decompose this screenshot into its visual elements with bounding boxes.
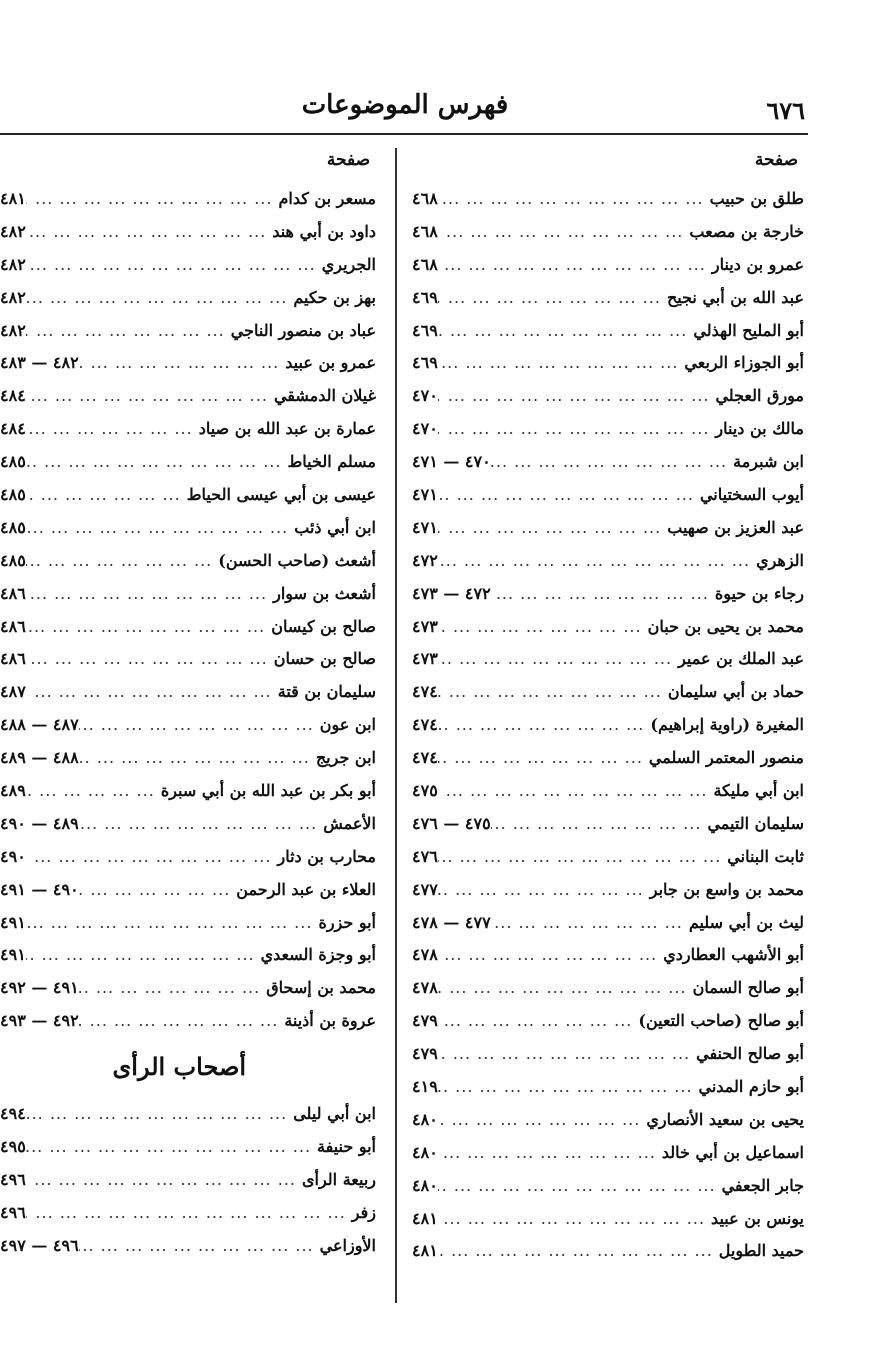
entry-page: ٤٦٨ <box>412 254 438 274</box>
index-entry <box>0 412 376 445</box>
entry-name: أشعث (صاحب الحسن) <box>218 550 376 570</box>
entry-page: ٤٩٦ — ٤٩٧ <box>0 1235 79 1255</box>
entry-page: ٤٨٢ <box>0 221 26 241</box>
index-entry <box>412 774 804 807</box>
index-entry <box>412 346 804 379</box>
entry-name: داود بن أبي هند <box>272 221 376 241</box>
dot-leader <box>438 485 700 504</box>
entry-page: ٤٦٨ <box>412 221 438 241</box>
entry-page: ٤٨٤ <box>0 419 26 439</box>
dot-leader <box>438 649 678 668</box>
entry-page: ٤٨٧ <box>0 682 26 702</box>
dot-leader <box>79 978 267 997</box>
index-entry <box>412 314 804 347</box>
dot-leader <box>438 978 693 997</box>
dot-leader <box>26 1170 302 1189</box>
entry-page: ٤٨٢ — ٤٨٣ <box>0 353 79 373</box>
entry-name: حماد بن أبي سليمان <box>667 682 804 702</box>
entry-page: ٤٨٤ <box>0 386 26 406</box>
entry-name: سليمان التيمي <box>707 813 804 833</box>
entry-name: عبد الله بن أبي نجيح <box>666 287 804 307</box>
entry-name: أشعث بن سوار <box>273 583 376 603</box>
entry-page: ٤٨٦ <box>0 583 26 603</box>
dot-leader <box>438 781 714 800</box>
dot-leader <box>26 189 279 208</box>
dot-leader <box>26 386 274 405</box>
entry-page: ٤٨٦ <box>0 616 26 636</box>
index-entry <box>0 215 376 248</box>
dot-leader <box>26 847 278 866</box>
entry-name: بهز بن حكيم <box>293 287 376 307</box>
entry-name: منصور المعتمر السلمي <box>648 748 804 768</box>
entry-page: ٤٧٣ <box>412 616 438 636</box>
index-entry <box>412 215 804 248</box>
page-column-heading: صفحة <box>754 150 798 170</box>
right-column <box>412 150 804 1267</box>
index-entry <box>0 906 376 939</box>
entry-page: ٤٦٩ <box>412 353 438 373</box>
index-entry <box>0 774 376 807</box>
entry-name: محارب بن دثار <box>277 846 376 866</box>
entry-page: ٤٩١ <box>0 912 26 932</box>
entry-name: الأوزاعي <box>319 1235 376 1255</box>
entry-name: المغيرة (راوية إبراهيم) <box>650 715 804 735</box>
entry-page: ٤٨٨ — ٤٨٩ <box>0 748 79 768</box>
entry-name: محمد بن واسع بن جابر <box>649 879 804 899</box>
dot-leader <box>491 913 689 932</box>
entry-name: اسماعيل بن أبي خالد <box>661 1142 804 1162</box>
entry-name: ابن عون <box>319 715 376 735</box>
entry-name: عبد الملك بن عمير <box>678 649 804 669</box>
entry-page: ٤٩١ — ٤٩٢ <box>0 978 79 998</box>
index-entry <box>0 182 376 215</box>
index-entry <box>0 873 376 906</box>
index-entry <box>412 675 804 708</box>
entry-page: ٤٧٠ <box>412 419 438 439</box>
page-number: ٦٧٦ <box>766 96 805 125</box>
entry-page: ٤٧٣ <box>412 649 438 669</box>
dot-leader <box>438 1176 722 1195</box>
entry-name: جابر الجعفي <box>721 1175 804 1195</box>
dot-leader <box>438 880 650 899</box>
index-entry <box>412 379 804 412</box>
entry-name: محمد بن إسحاق <box>266 978 376 998</box>
entry-page: ٤٧٠ <box>412 386 438 406</box>
index-entry <box>0 938 376 971</box>
entry-name: رجاء بن حيوة <box>714 583 804 603</box>
entry-name: غيلان الدمشقي <box>273 386 376 406</box>
dot-leader <box>438 1209 711 1228</box>
entry-page: ٤٨٧ — ٤٨٨ <box>0 715 79 735</box>
entry-name: ثابت البناني <box>727 846 804 866</box>
index-entry <box>0 379 376 412</box>
entry-name: أبو صالح (صاحب التعين) <box>638 1011 804 1031</box>
dot-leader <box>26 945 261 964</box>
entry-page: ٤٨١ <box>412 1241 438 1261</box>
dot-leader <box>26 485 187 504</box>
dot-leader <box>438 682 668 701</box>
entry-page: ٤٧٩ <box>412 1044 438 1064</box>
entry-page: ٤٨٢ <box>0 287 26 307</box>
entry-name: أبو حزرة <box>318 912 376 932</box>
dot-leader <box>438 1077 699 1096</box>
entry-page: ٤٩٦ <box>0 1202 26 1222</box>
dot-leader <box>491 814 708 833</box>
index-entry <box>412 248 804 281</box>
entry-page: ٤٨٩ — ٤٩٠ <box>0 813 79 833</box>
dot-leader <box>438 847 728 866</box>
entry-name: سليمان بن قتة <box>277 682 376 702</box>
dot-leader <box>438 1143 662 1162</box>
index-entry <box>0 577 376 610</box>
dot-leader <box>438 945 663 964</box>
entry-name: أيوب السختياني <box>699 484 804 504</box>
dot-leader <box>438 1110 647 1129</box>
column-divider <box>395 148 397 1303</box>
entry-name: عيسى بن أبي عيسى الحياط <box>186 484 376 504</box>
entry-page: ٤٩١ <box>0 945 26 965</box>
entry-name: ابن شبرمة <box>733 452 804 472</box>
entry-page: ٤٨٥ <box>0 484 26 504</box>
entry-name: زفر <box>351 1202 376 1222</box>
index-entry <box>0 610 376 643</box>
entry-page: ٤٧٤ <box>412 748 438 768</box>
index-entry <box>0 314 376 347</box>
dot-leader <box>438 518 667 537</box>
entry-name: عمرو بن عبيد <box>285 353 376 373</box>
entry-page: ٤٧٧ <box>412 879 438 899</box>
index-list <box>0 182 376 1037</box>
entry-page: ٤٨٠ <box>412 1142 438 1162</box>
index-entry <box>0 248 376 281</box>
index-entry <box>0 511 376 544</box>
index-entry <box>412 281 804 314</box>
index-entry <box>412 610 804 643</box>
entry-name: أبو صالح الحنفي <box>696 1044 804 1064</box>
entry-name: أبو حنيفة <box>317 1136 376 1156</box>
entry-name: عبد العزيز بن صهيب <box>667 517 804 537</box>
index-entry <box>0 642 376 675</box>
dot-leader <box>438 353 685 372</box>
index-entry <box>412 741 804 774</box>
dot-leader <box>26 288 294 307</box>
index-entry <box>412 1070 804 1103</box>
page-column-heading: صفحة <box>326 150 370 170</box>
index-entry <box>0 1130 376 1163</box>
index-entry <box>412 412 804 445</box>
index-entry <box>0 840 376 873</box>
entry-page: ٤٧٥ — ٤٧٦ <box>412 813 491 833</box>
section-heading: أصحاب الرأى <box>112 1052 246 1082</box>
entry-name: أبو الجوزاء الربعي <box>684 353 804 373</box>
entry-name: ابن أبي مليكة <box>713 780 804 800</box>
entry-page: ٤٩٠ — ٤٩١ <box>0 879 79 899</box>
index-entry <box>412 511 804 544</box>
dot-leader <box>438 1241 719 1260</box>
dot-leader <box>438 321 694 340</box>
entry-page: ٤٩٦ <box>0 1169 26 1189</box>
page-title: فهرس الموضوعات <box>301 90 509 120</box>
entry-name: العلاء بن عبد الرحمن <box>236 879 376 899</box>
entry-page: ٤٧٢ <box>412 550 438 570</box>
dot-leader <box>438 189 710 208</box>
entry-name: عباد بن منصور الناجي <box>230 320 376 340</box>
dot-leader <box>26 649 274 668</box>
entry-name: مالك بن دينار <box>715 419 804 439</box>
entry-name: ليث بن أبي سليم <box>688 912 804 932</box>
header-rule <box>0 133 808 135</box>
entry-name: صالح بن كيسان <box>271 616 376 636</box>
entry-page: ٤٨١ <box>0 188 26 208</box>
entry-name: أبو بكر بن عبد الله بن أبي سبرة <box>160 780 376 800</box>
entry-page: ٤٧٢ — ٤٧٣ <box>412 583 491 603</box>
entry-name: خارجة بن مصعب <box>689 221 804 241</box>
dot-leader <box>438 617 648 636</box>
index-entry <box>412 577 804 610</box>
entry-page: ٤٨٥ <box>0 550 26 570</box>
entry-page: ٤٨٠ <box>412 1109 438 1129</box>
entry-page: ٤٧٦ <box>412 846 438 866</box>
entry-page: ٤٨١ <box>412 1208 438 1228</box>
dot-leader <box>26 419 199 438</box>
dot-leader <box>26 222 273 241</box>
index-entry <box>0 807 376 840</box>
entry-page: ٤٩٥ <box>0 1136 26 1156</box>
index-entry <box>0 1004 376 1037</box>
entry-name: ابن جريج <box>315 748 376 768</box>
index-entry <box>412 906 804 939</box>
dot-leader <box>491 584 715 603</box>
index-entry <box>412 544 804 577</box>
entry-name: أبو حازم المدني <box>698 1076 804 1096</box>
dot-leader <box>26 321 231 340</box>
dot-leader <box>438 748 649 767</box>
dot-leader <box>491 452 733 471</box>
entry-page: ٤١٩ <box>412 1076 438 1096</box>
index-entry <box>0 971 376 1004</box>
index-entry <box>0 281 376 314</box>
dot-leader <box>79 1011 285 1030</box>
dot-leader <box>438 255 712 274</box>
index-entry <box>0 478 376 511</box>
entry-page: ٤٨٥ <box>0 517 26 537</box>
entry-name: ابن أبي ليلى <box>293 1104 376 1124</box>
index-entry <box>0 346 376 379</box>
index-entry <box>0 708 376 741</box>
entry-page: ٤٦٩ <box>412 287 438 307</box>
entry-page: ٤٦٨ <box>412 188 438 208</box>
dot-leader <box>438 551 756 570</box>
index-entry <box>412 182 804 215</box>
dot-leader <box>26 682 278 701</box>
entry-name: عروة بن أذينة <box>284 1011 376 1031</box>
entry-page: ٤٧٤ <box>412 715 438 735</box>
index-entry <box>0 1097 376 1130</box>
dot-leader <box>438 386 716 405</box>
dot-leader <box>79 814 324 833</box>
entry-name: حميد الطويل <box>718 1241 804 1261</box>
index-entry <box>412 938 804 971</box>
entry-name: الأعمش <box>323 813 376 833</box>
entry-name: محمد بن يحيى بن حبان <box>647 616 804 636</box>
dot-leader <box>26 1203 352 1222</box>
entry-page: ٤٧٥ <box>412 780 438 800</box>
index-entry <box>412 1004 804 1037</box>
entry-page: ٤٦٩ <box>412 320 438 340</box>
entry-name: يونس بن عبيد <box>711 1208 804 1228</box>
entry-name: صالح بن حسان <box>273 649 376 669</box>
dot-leader <box>438 1044 696 1063</box>
index-entry <box>0 1196 376 1229</box>
dot-leader <box>79 715 320 734</box>
entry-page: ٤٧٩ <box>412 1011 438 1031</box>
index-entry <box>412 840 804 873</box>
entry-page: ٤٨٠ <box>412 1175 438 1195</box>
entry-name: أبو صالح السمان <box>692 978 804 998</box>
entry-name: مسعر بن كدام <box>278 188 376 208</box>
entry-page: ٤٧١ <box>412 517 438 537</box>
index-entry <box>412 873 804 906</box>
dot-leader <box>438 222 690 241</box>
entry-page: ٤٧٨ <box>412 945 438 965</box>
index-entry <box>412 445 804 478</box>
entry-page: ٤٨٥ <box>0 452 26 472</box>
entry-page: ٤٧٤ <box>412 682 438 702</box>
dot-leader <box>26 1137 317 1156</box>
index-entry <box>0 544 376 577</box>
index-entry <box>0 445 376 478</box>
entry-name: الجريري <box>321 254 376 274</box>
dot-leader <box>438 1011 639 1030</box>
entry-page: ٤٨٢ <box>0 320 26 340</box>
index-entry <box>0 675 376 708</box>
entry-page: ٤٨٢ <box>0 254 26 274</box>
entry-name: أبو وجزة السعدي <box>260 945 376 965</box>
entry-name: مسلم الخياط <box>287 452 376 472</box>
entry-name: ابن أبي ذئب <box>294 517 376 537</box>
index-entry <box>412 642 804 675</box>
dot-leader <box>26 1104 293 1123</box>
dot-leader <box>26 584 273 603</box>
entry-page: ٤٧٠ — ٤٧١ <box>412 452 491 472</box>
index-entry <box>412 1235 804 1268</box>
index-entry <box>412 807 804 840</box>
dot-leader <box>26 255 322 274</box>
entry-name: الزهري <box>756 550 804 570</box>
dot-leader <box>438 419 716 438</box>
index-entry <box>0 1229 376 1262</box>
index-entry <box>412 1169 804 1202</box>
index-list <box>412 182 804 1267</box>
dot-leader <box>79 353 286 372</box>
dot-leader <box>26 518 294 537</box>
entry-name: أبو المليح الهذلي <box>693 320 804 340</box>
dot-leader <box>26 617 271 636</box>
index-entry <box>412 1202 804 1235</box>
dot-leader <box>26 913 319 932</box>
dot-leader <box>26 452 288 471</box>
index-entry <box>412 1103 804 1136</box>
dot-leader <box>79 880 237 899</box>
dot-leader <box>438 715 651 734</box>
entry-page: ٤٩٠ <box>0 846 26 866</box>
left-column <box>0 150 376 1262</box>
dot-leader <box>79 1236 320 1255</box>
index-entry <box>412 1136 804 1169</box>
dot-leader <box>438 288 667 307</box>
entry-page: ٤٧٧ — ٤٧٨ <box>412 912 491 932</box>
entry-page: ٤٩٢ — ٤٩٣ <box>0 1011 79 1031</box>
entry-name: يحيى بن سعيد الأنصاري <box>646 1109 804 1129</box>
entry-page: ٤٩٤ <box>0 1104 26 1124</box>
entry-name: مورق العجلي <box>715 386 804 406</box>
index-entry <box>0 741 376 774</box>
entry-name: عمرو بن دينار <box>711 254 804 274</box>
index-entry <box>412 478 804 511</box>
index-list <box>0 1097 376 1261</box>
index-entry <box>412 971 804 1004</box>
index-entry <box>412 1037 804 1070</box>
dot-leader <box>26 781 161 800</box>
entry-page: ٤٧٨ <box>412 978 438 998</box>
index-entry <box>0 1163 376 1196</box>
entry-page: ٤٨٦ <box>0 649 26 669</box>
entry-name: أبو الأشهب العطاردي <box>663 945 804 965</box>
entry-page: ٤٧١ <box>412 484 438 504</box>
index-entry <box>412 708 804 741</box>
entry-name: طلق بن حبيب <box>709 188 804 208</box>
entry-page: ٤٨٩ <box>0 780 26 800</box>
dot-leader <box>79 748 316 767</box>
dot-leader <box>26 551 218 570</box>
entry-name: عمارة بن عبد الله بن صياد <box>198 419 376 439</box>
entry-name: ربيعة الرأى <box>302 1169 376 1189</box>
